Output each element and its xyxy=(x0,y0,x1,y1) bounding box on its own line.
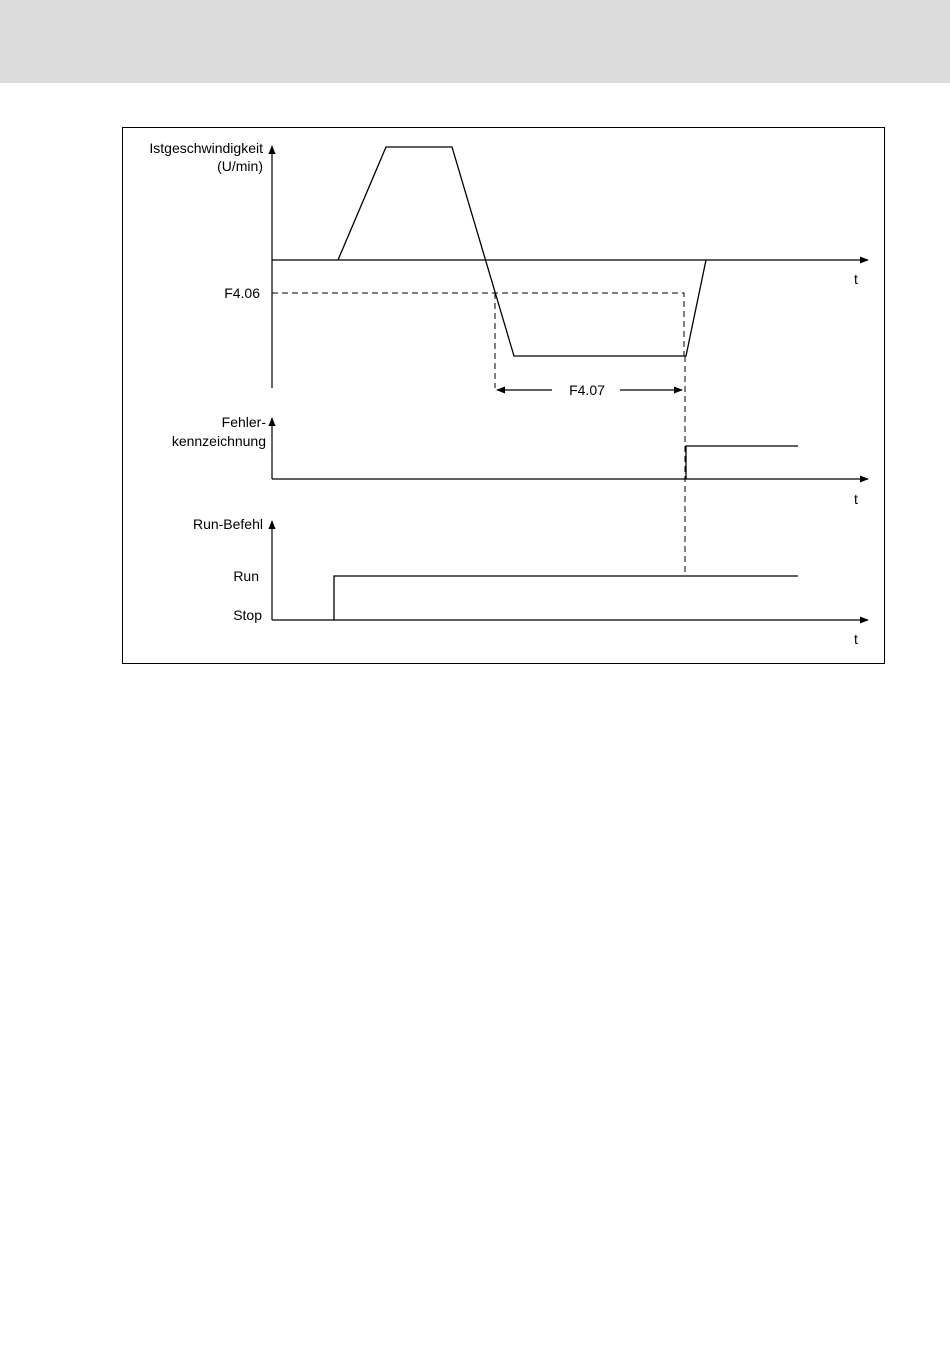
speed-panel xyxy=(149,140,868,398)
speed-curve xyxy=(338,147,706,356)
run-panel xyxy=(193,516,868,647)
run-axis-label: Run-Befehl xyxy=(192,516,263,532)
threshold-dashed-line xyxy=(272,293,684,356)
speed-axis-label-line2: (U/min) xyxy=(217,158,263,174)
fault-axis-label-line1: Fehler- xyxy=(221,414,266,430)
fault-axis-label-line2: kennzeichnung xyxy=(171,433,266,449)
stop-level-label: Stop xyxy=(233,607,262,623)
run-signal xyxy=(334,576,798,620)
fault-time-label: t xyxy=(854,491,858,507)
speed-axis-label-line1: Istgeschwindigkeit xyxy=(149,140,263,156)
threshold-label: F4.06 xyxy=(224,285,260,301)
duration-label: F4.07 xyxy=(569,382,605,398)
speed-time-label: t xyxy=(854,271,858,287)
run-time-label: t xyxy=(854,631,858,647)
fault-panel xyxy=(172,414,868,507)
fault-signal xyxy=(686,446,798,479)
run-level-label: Run xyxy=(233,568,259,584)
